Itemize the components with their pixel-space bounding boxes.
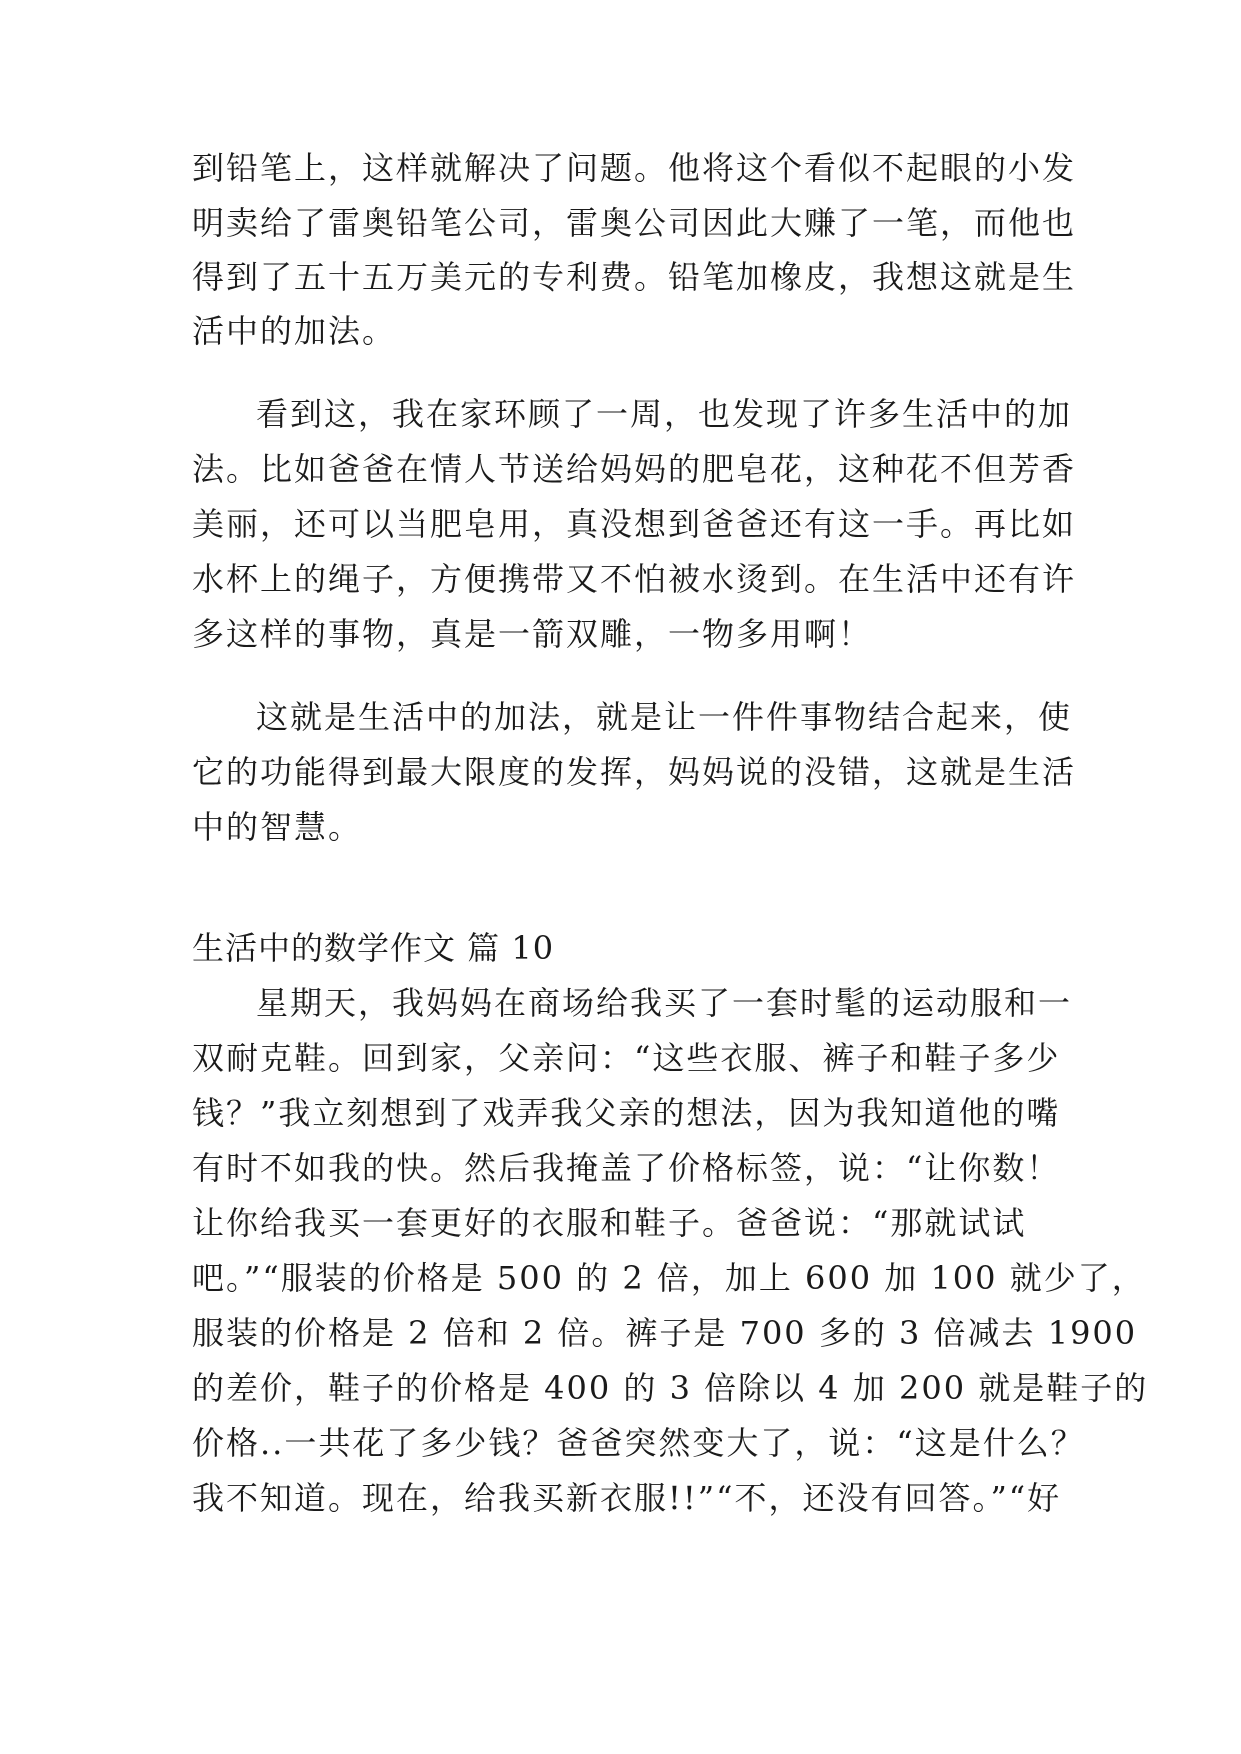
paragraph-start-line: 看到这，我在家环顾了一周，也发现了许多生活中的加 bbox=[256, 395, 1073, 433]
text-line: 明卖给了雷奥铅笔公司，雷奥公司因此大赚了一笔，而他也 bbox=[192, 204, 1077, 242]
text-line: 得到了五十五万美元的专利费。铅笔加橡皮，我想这就是生 bbox=[192, 258, 1077, 296]
text-line: 双耐克鞋。回到家，父亲问：“这些衣服、裤子和鞋子多少 bbox=[192, 1039, 1061, 1077]
text-line: 让你给我买一套更好的衣服和鞋子。爸爸说：“那就试试 bbox=[192, 1204, 1027, 1242]
text-line: 中的智慧。 bbox=[192, 808, 363, 846]
text-line: 美丽，还可以当肥皂用，真没想到爸爸还有这一手。再比如 bbox=[192, 505, 1077, 543]
text-line: 服装的价格是 2 倍和 2 倍。裤子是 700 多的 3 倍减去 1900 bbox=[192, 1314, 1138, 1352]
text-line: 吧。”“服装的价格是 500 的 2 倍，加上 600 加 100 就少了， bbox=[192, 1259, 1146, 1297]
paragraph-start-line: 这就是生活中的加法，就是让一件件事物结合起来，使 bbox=[256, 698, 1073, 736]
text-line: 到铅笔上，这样就解决了问题。他将这个看似不起眼的小发 bbox=[192, 149, 1077, 187]
text-line: 法。比如爸爸在情人节送给妈妈的肥皂花，这种花不但芳香 bbox=[192, 450, 1077, 488]
text-line: 价格..一共花了多少钱？爸爸突然变大了，说：“这是什么？ bbox=[192, 1424, 1085, 1462]
text-line: 的差价，鞋子的价格是 400 的 3 倍除以 4 加 200 就是鞋子的 bbox=[192, 1369, 1149, 1407]
text-line: 水杯上的绳子，方便携带又不怕被水烫到。在生活中还有许 bbox=[192, 560, 1077, 598]
paragraph-start-line: 星期天，我妈妈在商场给我买了一套时髦的运动服和一 bbox=[256, 984, 1073, 1022]
text-line: 钱？”我立刻想到了戏弄我父亲的想法，因为我知道他的嘴 bbox=[192, 1094, 1061, 1132]
text-line: 活中的加法。 bbox=[192, 312, 397, 350]
section-heading: 生活中的数学作文 篇 10 bbox=[192, 929, 555, 967]
text-line: 它的功能得到最大限度的发挥，妈妈说的没错，这就是生活 bbox=[192, 753, 1077, 791]
text-line: 多这样的事物，真是一箭双雕，一物多用啊！ bbox=[192, 615, 873, 653]
text-line: 我不知道。现在，给我买新衣服!!”“不，还没有回答。”“好 bbox=[192, 1479, 1062, 1517]
text-line: 有时不如我的快。然后我掩盖了价格标签，说：“让你数！ bbox=[192, 1149, 1061, 1187]
